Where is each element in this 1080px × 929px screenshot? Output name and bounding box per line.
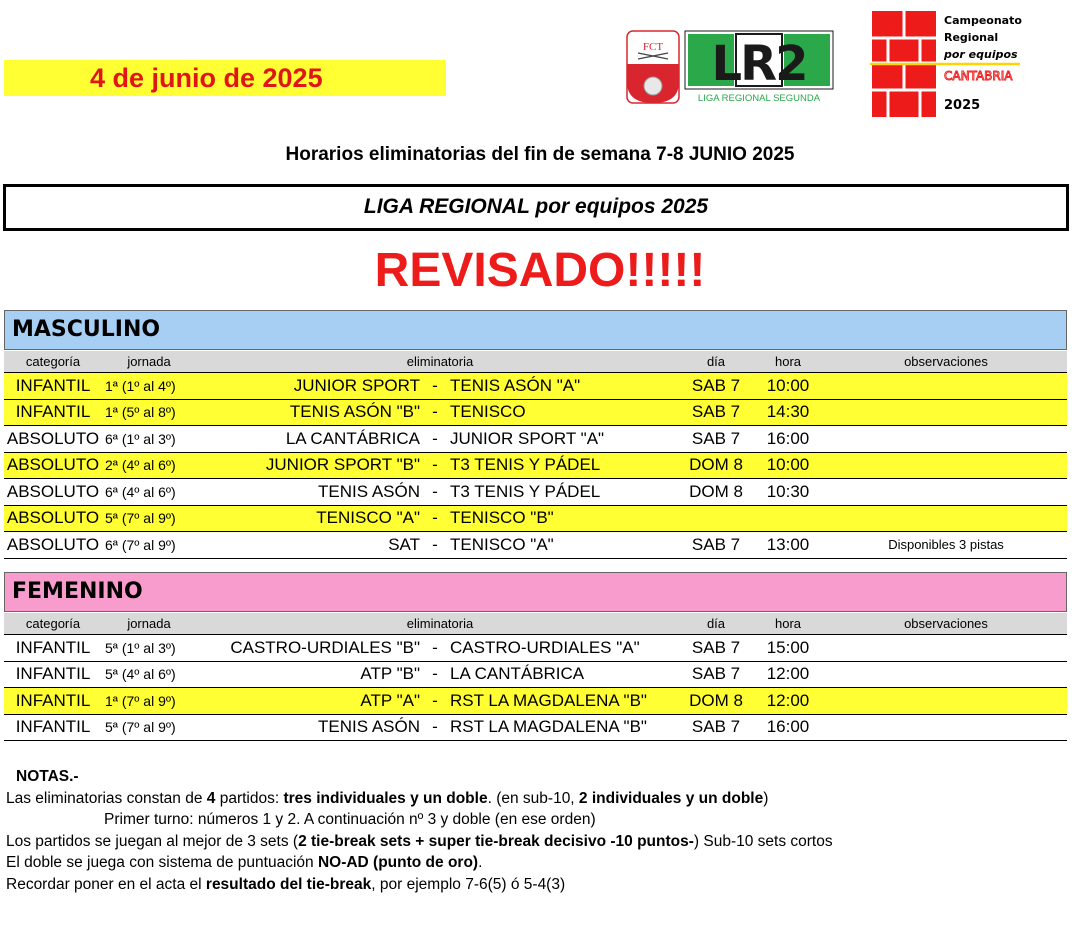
date-banner (4, 60, 446, 96)
hora-cell: 13:00 (766, 534, 810, 554)
away-team-cell: TENISCO "A" (450, 534, 554, 554)
vs-dash: - (432, 664, 438, 684)
home-team-cell: SAT (388, 534, 420, 554)
note-line-4: El doble se juega con sistema de puntuación NO-AD (punto de oro). (6, 854, 483, 871)
campeonato-regional-logo (870, 11, 1070, 117)
hora-cell: 14:30 (766, 402, 810, 422)
vs-dash: - (432, 534, 438, 554)
camp-region: CANTABRIA (944, 69, 1013, 83)
jornada-cell: 5ª (7º al 9º) (105, 719, 176, 736)
femenino-column-headers (4, 613, 1067, 635)
observaciones-cell (826, 662, 1066, 688)
league-title-box (3, 184, 1069, 231)
away-team-cell: RST LA MAGDALENA "B" (450, 717, 647, 737)
jornada-cell: 1ª (5º al 8º) (105, 404, 176, 421)
table-row (4, 479, 1067, 506)
hora-cell: 12:00 (766, 690, 810, 710)
lr2-text: LR2 (711, 36, 807, 92)
vs-dash: - (432, 690, 438, 710)
table-row (4, 400, 1067, 427)
hora-cell: 15:00 (766, 637, 810, 657)
observaciones-cell (826, 426, 1066, 452)
observaciones-cell (826, 453, 1066, 479)
away-team-cell: T3 TENIS Y PÁDEL (450, 455, 601, 475)
vs-dash: - (432, 637, 438, 657)
notes-section (6, 766, 1066, 895)
vs-dash: - (432, 428, 438, 448)
notes-title: NOTAS.- (16, 768, 79, 785)
away-team-cell: TENIS ASÓN "A" (450, 375, 581, 395)
header-categoria: categoría (25, 354, 81, 369)
home-team-cell: ATP "B" (360, 664, 420, 684)
categoria-cell: ABSOLUTO (6, 534, 100, 554)
femenino-title: FEMENINO (12, 579, 143, 604)
observaciones-cell (826, 479, 1066, 505)
table-row (4, 532, 1067, 559)
table-row (4, 506, 1067, 533)
home-team-cell: TENIS ASÓN "B" (289, 402, 420, 422)
table-row (4, 688, 1067, 715)
header-observaciones: observaciones (904, 354, 988, 369)
jornada-cell: 2ª (4º al 6º) (105, 457, 176, 474)
jornada-cell: 5ª (4º al 6º) (105, 666, 176, 683)
vs-dash: - (432, 508, 438, 528)
categoria-cell: ABSOLUTO (6, 481, 100, 501)
home-team-cell: TENIS ASÓN (317, 481, 420, 501)
jornada-cell: 6ª (1º al 3º) (105, 430, 176, 447)
away-team-cell: LA CANTÁBRICA (450, 664, 585, 684)
jornada-cell: 1ª (7º al 9º) (105, 692, 176, 709)
masculino-column-headers (4, 351, 1067, 373)
dia-cell: SAB 7 (691, 375, 741, 395)
hora-cell: 12:00 (766, 664, 810, 684)
hora-cell: 10:00 (766, 455, 810, 475)
note-line-2: Primer turno: números 1 y 2. A continuación nº 3 y doble (en ese orden) (104, 811, 596, 828)
observaciones-cell (826, 400, 1066, 426)
away-team-cell: RST LA MAGDALENA "B" (450, 690, 647, 710)
femenino-section-header (4, 572, 1067, 612)
camp-line-2: Regional (944, 31, 999, 44)
home-team-cell: TENISCO "A" (316, 508, 420, 528)
categoria-cell: INFANTIL (15, 664, 91, 684)
revised-status-banner: REVISADO!!!!! (374, 244, 706, 297)
categoria-cell: ABSOLUTO (6, 428, 100, 448)
hora-cell: 10:00 (766, 375, 810, 395)
camp-year: 2025 (944, 98, 981, 113)
dia-cell: SAB 7 (691, 534, 741, 554)
header-hora: hora (774, 354, 802, 369)
table-row (4, 662, 1067, 689)
masculino-title: MASCULINO (12, 317, 161, 342)
dia-cell: DOM 8 (689, 455, 743, 475)
dia-cell: SAB 7 (691, 402, 741, 422)
home-team-cell: CASTRO-URDIALES "B" (230, 637, 420, 657)
header-categoria: categoría (25, 616, 81, 631)
away-team-cell: TENISCO "B" (450, 508, 554, 528)
jornada-cell: 6ª (7º al 9º) (105, 536, 176, 553)
table-row (4, 453, 1067, 480)
note-line-5: Recordar poner en el acta el resultado del tie-break, por ejemplo 7-6(5) ó 5-4(3) (6, 875, 566, 893)
home-team-cell: LA CANTÁBRICA (285, 428, 420, 448)
hora-cell (752, 506, 824, 532)
fct-federation-logo (626, 30, 680, 104)
categoria-cell: INFANTIL (15, 690, 91, 710)
header-jornada: jornada (127, 354, 171, 369)
vs-dash: - (432, 455, 438, 475)
note-line-1: Las eliminatorias constan de 4 partidos: tres individuales y un doble. (en sub-10, 2 individuales y un doble) (6, 789, 769, 807)
table-row (4, 426, 1067, 453)
away-team-cell: JUNIOR SPORT "A" (450, 428, 605, 448)
note-line-3: Los partidos se juegan al mejor de 3 sets (2 tie-break sets + super tie-break decisivo -10 puntos-) Sub-10 sets cortos (6, 832, 833, 850)
away-team-cell: T3 TENIS Y PÁDEL (450, 481, 601, 501)
dia-cell: SAB 7 (691, 717, 741, 737)
table-row (4, 715, 1067, 742)
jornada-cell: 6ª (4º al 6º) (105, 483, 176, 500)
masculino-section-header (4, 310, 1067, 350)
camp-line-1: Campeonato (944, 14, 1022, 27)
hora-cell: 16:00 (766, 717, 810, 737)
observaciones-cell (826, 635, 1066, 661)
home-team-cell: TENIS ASÓN (317, 717, 420, 737)
home-team-cell: JUNIOR SPORT (293, 375, 420, 395)
dia-cell: SAB 7 (691, 637, 741, 657)
header-eliminatoria: eliminatoria (406, 616, 474, 631)
vs-dash: - (432, 481, 438, 501)
away-team-cell: TENISCO (450, 402, 526, 422)
categoria-cell: INFANTIL (15, 402, 91, 422)
observaciones-cell (826, 715, 1066, 741)
dia-cell: SAB 7 (691, 664, 741, 684)
away-team-cell: CASTRO-URDIALES "A" (450, 637, 640, 657)
lr2-liga-regional-segunda-logo (684, 30, 834, 106)
document-date: 4 de junio de 2025 (90, 63, 323, 93)
dia-cell: SAB 7 (691, 428, 741, 448)
observaciones-cell: Disponibles 3 pistas (888, 537, 1004, 553)
observaciones-cell (826, 506, 1066, 532)
vs-dash: - (432, 402, 438, 422)
header-hora: hora (774, 616, 802, 631)
dia-cell: DOM 8 (689, 690, 743, 710)
categoria-cell: ABSOLUTO (6, 508, 100, 528)
home-team-cell: JUNIOR SPORT "B" (265, 455, 420, 475)
table-row (4, 635, 1067, 662)
header-dia: día (706, 354, 726, 369)
observaciones-cell (826, 688, 1066, 714)
jornada-cell: 5ª (1º al 3º) (105, 639, 176, 656)
categoria-cell: ABSOLUTO (6, 455, 100, 475)
dia-cell: DOM 8 (689, 481, 743, 501)
hora-cell: 10:30 (766, 481, 810, 501)
camp-line-3: por equipos (944, 48, 1018, 61)
fct-letters: FCT (642, 41, 664, 53)
jornada-cell: 5ª (7º al 9º) (105, 510, 176, 527)
vs-dash: - (432, 717, 438, 737)
lr2-caption: LIGA REGIONAL SEGUNDA (697, 93, 821, 104)
header-dia: día (706, 616, 726, 631)
categoria-cell: INFANTIL (15, 717, 91, 737)
home-team-cell: ATP "A" (360, 690, 420, 710)
table-row (4, 373, 1067, 400)
vs-dash: - (432, 375, 438, 395)
league-title: LIGA REGIONAL por equipos 2025 (363, 195, 709, 218)
dia-cell (678, 506, 754, 532)
document-subtitle: Horarios eliminatorias del fin de semana 7-8 JUNIO 2025 (285, 144, 795, 165)
observaciones-cell (826, 373, 1066, 399)
categoria-cell: INFANTIL (15, 637, 91, 657)
hora-cell: 16:00 (766, 428, 810, 448)
jornada-cell: 1ª (1º al 4º) (105, 377, 176, 394)
header-eliminatoria: eliminatoria (406, 354, 474, 369)
header-jornada: jornada (127, 616, 171, 631)
header-observaciones: observaciones (904, 616, 988, 631)
categoria-cell: INFANTIL (15, 375, 91, 395)
